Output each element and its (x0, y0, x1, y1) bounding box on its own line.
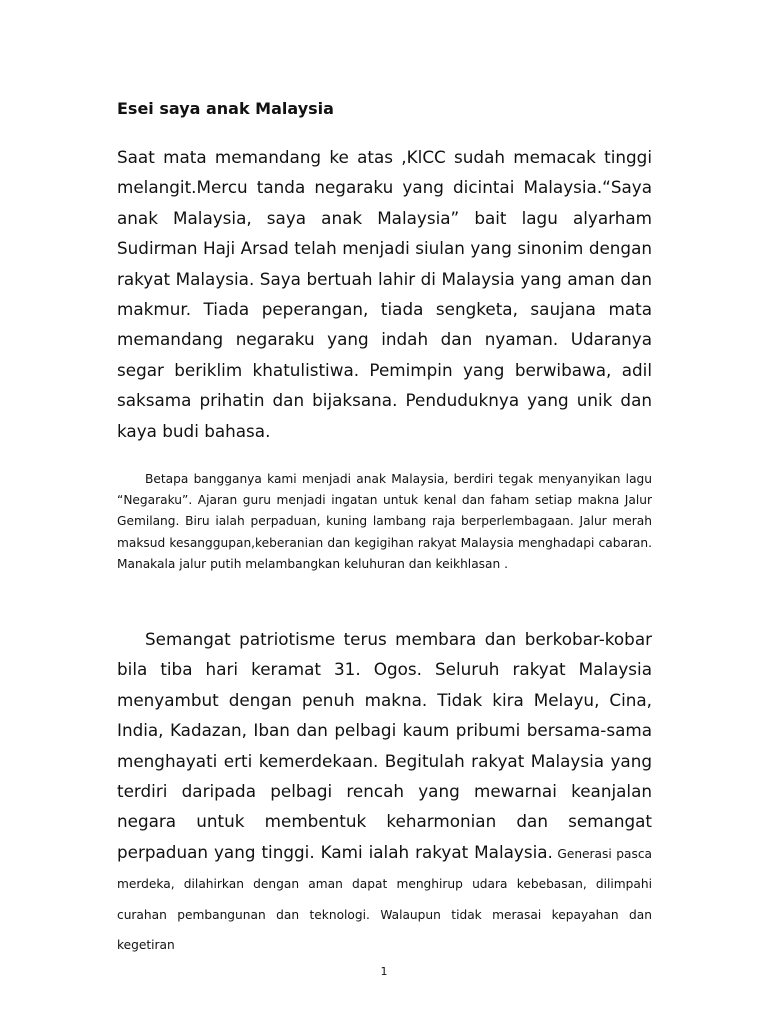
document-title: Esei saya anak Malaysia (117, 98, 334, 118)
page-number: 1 (380, 965, 388, 978)
paragraph-two: Betapa bangganya kami menjadi anak Malaysia, berdiri tegak menyanyikan lagu “Negaraku”. Ajaran guru menjadi ingatan untuk kenal dan faham setiap makna Jalur Gemilang. Biru ialah perpaduan, kuning lambang raja berperlembagaan. Jalur merah maksud kesanggupan,keberanian dan kegigihan rakyat Malaysia menghadapi cabaran. Manakala jalur putih melambangkan keluhuran dan keikhlasan . (117, 472, 652, 571)
paragraph-three-large-text: Semangat patriotisme terus membara dan berkobar-kobar bila tiba hari keramat 31. Ogos. Seluruh rakyat Malaysia menyambut dengan penuh makna. Tidak kira Melayu, Cina, India, Kadazan, Iban dan pelbagi kaum pribumi bersama-sama menghayati erti kemerdekaan. Begitulah rakyat Malaysia yang terdiri daripada pelbagi rencah yang mewarnai keanjalan negara untuk membentuk keharmonian dan semangat perpaduan yang tinggi. Kami ialah rakyat Malaysia. (117, 629, 652, 862)
paragraph-three-small-text: Generasi pasca merdeka, dilahirkan dengan aman dapat menghirup udara kebebasan, dilimpahi curahan pembangunan dan teknologi. Walaupun tidak merasai kepayahan dan kegetiran (117, 846, 652, 953)
paragraph-one: Saat mata memandang ke atas ,KlCC sudah memacak tinggi melangit.Mercu tanda negaraku yang dicintai Malaysia.“Saya anak Malaysia, saya anak Malaysia” bait lagu alyarham Sudirman Haji Arsad telah menjadi siulan yang sinonim dengan rakyat Malaysia. Saya bertuah lahir di Malaysia yang aman dan makmur. Tiada peperangan, tiada sengketa, saujana mata memandang negaraku yang indah dan nyaman. Udaranya segar beriklim khatulistiwa. Pemimpin yang berwibawa, adil saksama prihatin dan bijaksana. Penduduknya yang unik dan kaya budi bahasa. (117, 147, 652, 441)
paragraph-three (117, 624, 652, 958)
